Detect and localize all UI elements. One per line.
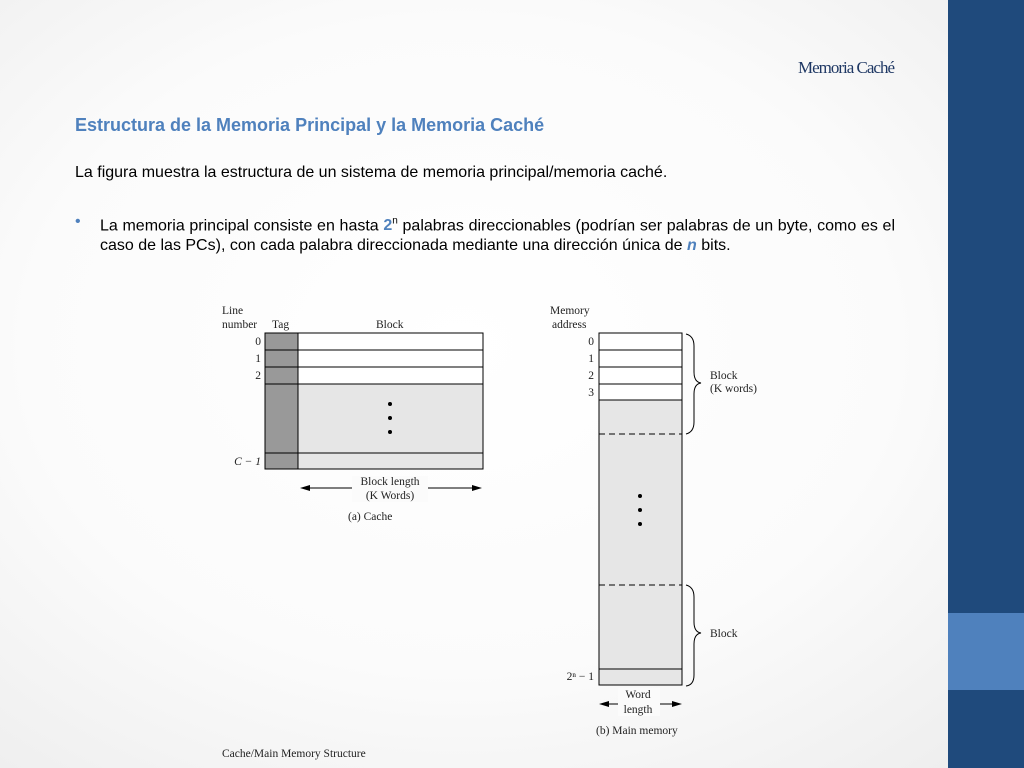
memory-caption: (b) Main memory [596, 725, 678, 737]
cache-number-label: number [222, 319, 258, 331]
block-brace-upper [686, 334, 701, 434]
block-length-arrowhead-left [300, 485, 310, 491]
word-length-label: Word [625, 689, 651, 701]
cache-line-number: 1 [255, 353, 261, 365]
cache-tag-label: Tag [272, 319, 290, 331]
cache-line-number: 2 [255, 370, 261, 382]
cache-diagram [222, 305, 483, 523]
cache-tag-column [265, 333, 298, 469]
memory-address: 1 [588, 353, 594, 365]
bullet-dot-icon: • [75, 213, 81, 230]
block-length-arrowhead-right [472, 485, 482, 491]
cache-line-label: Line [222, 305, 244, 317]
block-length-label: Block length [360, 476, 420, 488]
cache-block-label: Block [376, 319, 404, 331]
block-brace-label: Block [710, 370, 738, 382]
block-brace-units: (K words) [710, 383, 757, 395]
cache-ellipsis-dot [388, 402, 392, 406]
bullet-text-part1: La memoria principal consiste en hasta [100, 217, 384, 235]
bullet-variable: n [687, 237, 697, 255]
block-brace-lower-label: Block [710, 628, 738, 640]
bullet-text-part2: palabras direccionables (podrían ser palabras de un byte, como es el caso de las PCs), con cada palabra direccionada mediante una dirección única de [100, 217, 896, 255]
memory-address: 2 [588, 370, 594, 382]
memory-ellipsis-dot [638, 494, 642, 498]
memory-ellipsis-dot [638, 522, 642, 526]
word-length-label: length [623, 704, 653, 716]
memory-address-label: address [552, 319, 587, 331]
slide-heading: Estructura de la Memoria Principal y la Memoria Caché [75, 115, 545, 135]
memory-address: 0 [588, 336, 594, 348]
bullet-power-exponent: n [392, 216, 398, 227]
memory-address: 3 [588, 387, 594, 399]
cache-ellipsis-dot [388, 416, 392, 420]
word-length-arrowhead-right [672, 701, 682, 707]
cache-caption: (a) Cache [348, 511, 393, 523]
cache-ellipsis-dot [388, 430, 392, 434]
memory-ellipsis-dot [638, 508, 642, 512]
slide-header-title: Memoria Caché [797, 58, 894, 77]
intro-paragraph: La figura muestra la estructura de un sistema de memoria principal/memoria caché. [75, 164, 668, 181]
block-brace-lower [686, 585, 701, 686]
bullet-text-part3: bits. [696, 237, 731, 255]
block-length-units: (K Words) [365, 490, 415, 502]
memory-last-address: 2ⁿ − 1 [566, 671, 594, 683]
bullet-power-base: 2 [383, 217, 393, 235]
main-memory-diagram [550, 305, 757, 737]
figure-caption: Cache/Main Memory Structure [222, 748, 366, 760]
memory-address-label: Memory [550, 305, 590, 317]
cache-block-shaded-area [298, 384, 483, 469]
cache-line-number: 0 [255, 336, 261, 348]
word-length-arrowhead-left [599, 701, 609, 707]
cache-last-line-number: C − 1 [234, 456, 261, 468]
